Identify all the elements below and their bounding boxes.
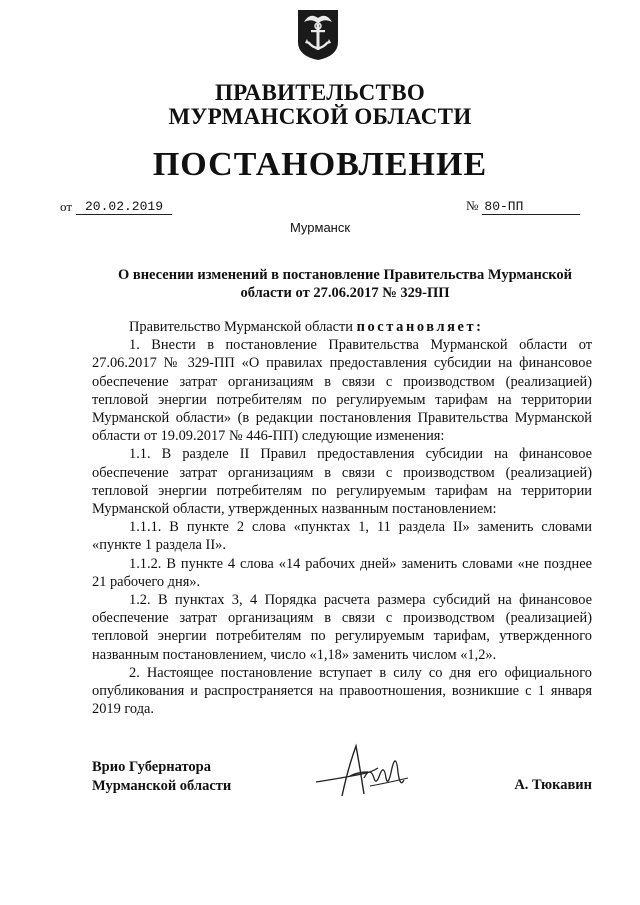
coat-of-arms-icon (296, 8, 340, 62)
number-value: 80-ПП (482, 199, 580, 215)
body-paragraph-1: 1. Внести в постановление Правительства Мурманской области от 27.06.2017 № 329-ПП «О правилах предоставления субсидии на финансовое обеспечение затрат организациям в связи с производством (реализацией) тепловой энергии потребителям по регулируемым тарифам на территории Мурманской области» (в редакции постановления Правительства Мурманской области от 19.09.2017 № 446-ПП) следующие изменения: (92, 337, 592, 445)
document-type: ПОСТАНОВЛЕНИЕ (152, 146, 488, 183)
document-subject: О внесении изменений в постановление Правительства Мурманской области от 27.06.2017 № 329-ПП (117, 267, 573, 301)
document-body (92, 318, 592, 718)
document-date (60, 198, 172, 215)
date-prefix: от (60, 199, 73, 214)
signatory-role-line1: Врио Губернатора (92, 759, 211, 775)
signatory-role (92, 758, 231, 796)
signatory-role-line2: Мурманской области (92, 778, 232, 794)
body-paragraph-3: 1.1.1. В пункте 2 слова «пунктах 1, 11 раздела II» заменить словами «пункте 1 раздела II». (92, 519, 592, 554)
date-value: 20.02.2019 (76, 199, 172, 215)
org-name-line2: МУРМАНСКОЙ ОБЛАСТИ (168, 104, 472, 129)
body-paragraph-6: 2. Настоящее постановление вступает в силу со дня его официального опубликования и распространяется на правоотношения, возникшие с 1 января 2019 года. (92, 664, 592, 718)
city: Мурманск (289, 220, 351, 235)
intro-action: постановляет: (356, 319, 484, 335)
number-prefix: № (466, 198, 479, 213)
signatory-name: А. Тюкавин (514, 777, 592, 793)
intro-paragraph (92, 318, 592, 336)
body-paragraph-2: 1.1. В разделе II Правил предоставления субсидии на финансовое обеспечение затрат организациям в связи с производством (реализацией) тепловой энергии потребителям по регулируемым тарифам на территории Мурманской области, утвержденных названным постановлением: (92, 446, 592, 518)
body-paragraph-5: 1.2. В пунктах 3, 4 Порядка расчета размера субсидий на финансовое обеспечение затрат организациям в связи с производством (реализацией) тепловой энергии потребителям по регулируемым тарифам, утвержденного названным постановлением, число «1,18» заменить числом «1,2». (92, 592, 592, 663)
intro-text: Правительство Мурманской области (129, 319, 354, 335)
handwritten-signature (312, 738, 422, 808)
body-paragraph-4: 1.1.2. В пункте 4 слова «14 рабочих дней» заменить словами «не позднее 21 рабочего дня». (92, 555, 592, 590)
org-name-line1: ПРАВИТЕЛЬСТВО (214, 80, 426, 105)
document-number (466, 198, 580, 215)
